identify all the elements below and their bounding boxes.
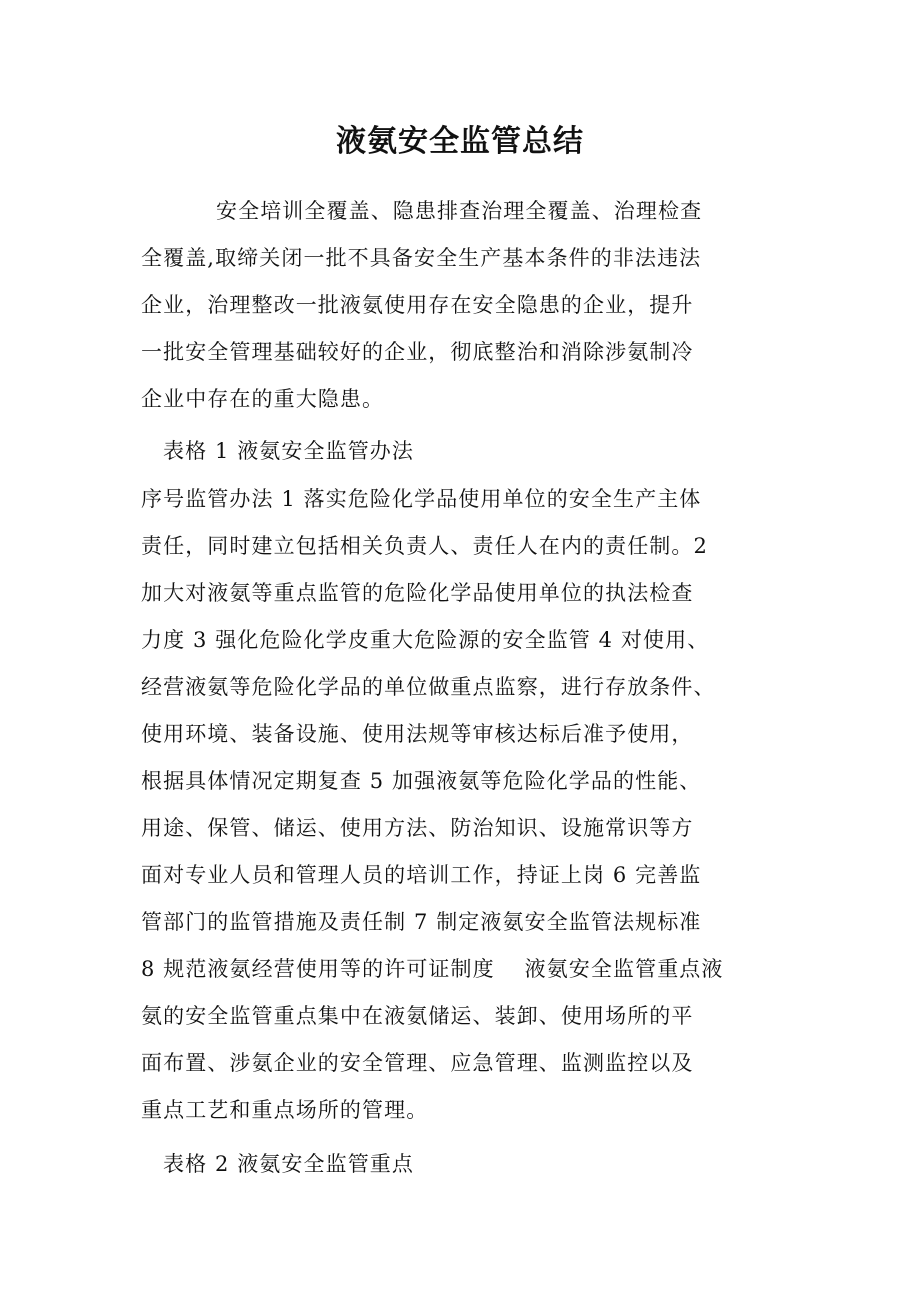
paragraph-2-line-9: 面对专业人员和管理人员的培训工作，持证上岗 6 完善监 bbox=[141, 863, 702, 887]
paragraph-2-line-5: 经营液氨等危险化学品的单位做重点监察，进行存放条件、 bbox=[141, 675, 716, 699]
table-1-caption: 表格 1 液氨安全监管办法 bbox=[163, 439, 415, 463]
paragraph-1-line-2: 全覆盖,取缔关闭一批不具备安全生产基本条件的非法违法 bbox=[141, 246, 702, 270]
paragraph-2-line-2: 责任，同时建立包括相关负责人、责任人在内的责任制。2 bbox=[141, 534, 708, 558]
paragraph-2-line-3: 加大对液氨等重点监管的危险化学品使用单位的执法检查 bbox=[141, 581, 694, 605]
paragraph-1-line-5: 企业中存在的重大隐患。 bbox=[141, 387, 385, 411]
paragraph-2-line-1: 序号监管办法 1 落实危险化学品使用单位的安全生产主体 bbox=[141, 487, 702, 511]
paragraph-2-line-6: 使用环境、装备设施、使用法规等审核达标后准予使用， bbox=[141, 722, 694, 746]
paragraph-2-line-4: 力度 3 强化危险化学皮重大危险源的安全监管 4 对使用、 bbox=[141, 628, 710, 652]
paragraph-1-line-3: 企业，治理整改一批液氨使用存在安全隐患的企业，提升 bbox=[141, 293, 694, 317]
paragraph-2-line-10: 管部门的监管措施及责任制 7 制定液氨安全监管法规标准 bbox=[141, 910, 702, 934]
paragraph-2-line-8: 用途、保管、储运、使用方法、防治知识、设施常识等方 bbox=[141, 816, 694, 840]
paragraph-2-line-7: 根据具体情况定期复查 5 加强液氨等危险化学品的性能、 bbox=[141, 769, 702, 793]
paragraph-1-line-4: 一批安全管理基础较好的企业，彻底整治和消除涉氨制冷 bbox=[141, 340, 694, 364]
document-title: 液氨安全监管总结 bbox=[336, 124, 584, 159]
paragraph-2-line-12: 氨的安全监管重点集中在液氨储运、装卸、使用场所的平 bbox=[141, 1004, 694, 1028]
paragraph-1-line-1: 安全培训全覆盖、隐患排查治理全覆盖、治理检查 bbox=[216, 199, 703, 223]
paragraph-2-line-11: 8 规范液氨经营使用等的许可证制度 液氨安全监管重点液 bbox=[141, 957, 724, 981]
paragraph-2-line-14: 重点工艺和重点场所的管理。 bbox=[141, 1098, 429, 1122]
paragraph-2-line-13: 面布置、涉氨企业的安全管理、应急管理、监测监控以及 bbox=[141, 1051, 694, 1075]
table-2-caption: 表格 2 液氨安全监管重点 bbox=[163, 1152, 415, 1176]
